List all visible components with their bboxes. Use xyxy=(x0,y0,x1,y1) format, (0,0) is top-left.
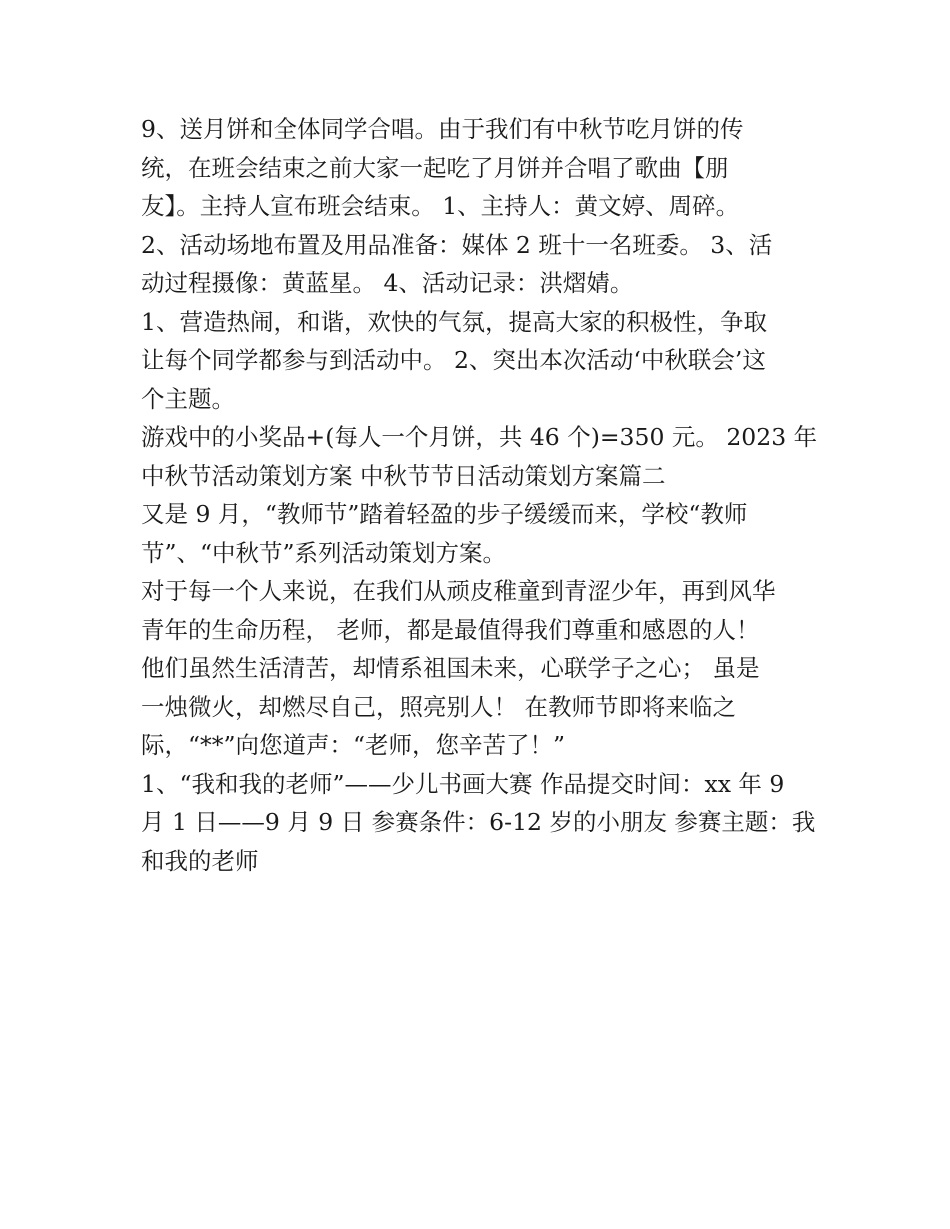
text-line: 一烛微火，却燃尽自己，照亮别人！ 在教师节即将来临之 xyxy=(141,692,736,721)
text-line: 1、“我和我的老师”——少儿书画大赛 作品提交时间：xx 年 9 xyxy=(141,769,785,798)
text-line: 节”、“中秋节”系列活动策划方案。 xyxy=(141,538,507,567)
text-line: 个主题。 xyxy=(141,384,235,413)
text-line: 际，“**”向您道声：“老师，您辛苦了！” xyxy=(141,731,566,759)
text-line: 2、活动场地布置及用品准备：媒体 2 班十一名班委。 3、活 xyxy=(141,230,773,259)
text-line: 统，在班会结束之前大家一起吃了月饼并合唱了歌曲【朋 xyxy=(141,153,729,182)
text-line: 又是 9 月，“教师节”踏着轻盈的步子缓缓而来，学校“教师 xyxy=(141,500,748,528)
text-line: 青年的生命历程， 老师，都是最值得我们尊重和感恩的人！ xyxy=(141,615,760,644)
text-line: 让每个同学都参与到活动中。 2、突出本次活动‘中秋联会’这 xyxy=(141,346,766,374)
text-line: 动过程摄像：黄蓝星。 4、活动记录：洪熠婧。 xyxy=(141,269,634,297)
text-line: 1、营造热闹，和谐，欢快的气氛，提高大家的积极性，争取 xyxy=(141,307,767,336)
text-line: 9、送月饼和全体同学合唱。由于我们有中秋节吃月饼的传 xyxy=(141,115,744,143)
text-line: 友】。主持人宣布班会结束。 1、主持人：黄文婷、周碎。 xyxy=(141,192,740,220)
text-line: 对于每一个人来说，在我们从顽皮稚童到青涩少年，再到风华 xyxy=(141,577,776,605)
text-line: 中秋节活动策划方案 中秋节节日活动策划方案篇二 xyxy=(141,461,666,490)
document-body xyxy=(141,110,821,880)
text-line: 和我的老师 xyxy=(141,846,259,875)
text-line: 他们虽然生活清苦，却情系祖国未来，心联学子之心； 虽是 xyxy=(141,654,760,682)
text-line: 月 1 日——9 月 9 日 参赛条件：6-12 岁的小朋友 参赛主题：我 xyxy=(141,808,816,836)
text-line: 游戏中的小奖品+(每人一个月饼，共 46 个)=350 元。 2023 年 xyxy=(141,423,818,451)
